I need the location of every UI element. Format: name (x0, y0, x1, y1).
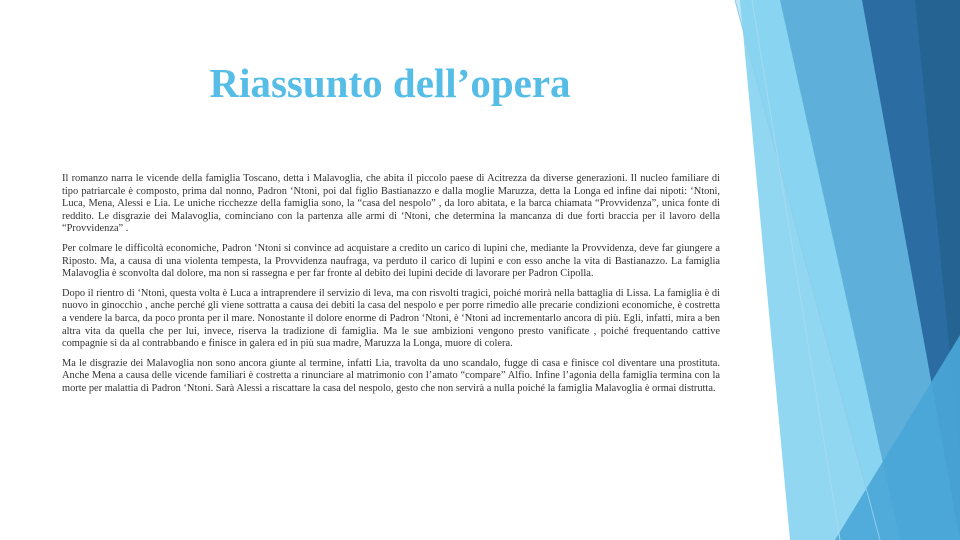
summary-text-body (62, 173, 720, 403)
summary-paragraph-1: Il romanzo narra le vicende della famiglia Toscano, detta i Malavoglia, che abita il piccolo paese di Acitrezza da diverse generazioni. Il nucleo familiare di tipo patriarcale è composto, prima dal nonno, Padron ‘Ntoni, poi dal figlio Bastianazzo e dalla moglie Maruzza, detta la Longa ed infine dai nipoti: ‘Ntoni, Luca, Mena, Alessi e Lia. Le uniche ricchezze della famiglia sono, la “casa del nespolo” , da loro abitata, e la barca chiamata “Provvidenza”, unica fonte di reddito. Le disgrazie dei Malavoglia, cominciano con la partenza alle armi di ‘Ntoni, che determina la mancanza di due forti braccia per il lavoro della “Provvidenza” . (62, 173, 720, 235)
slide-title: Riassunto dell’opera (209, 60, 571, 106)
summary-paragraph-3: Dopo il rientro di ‘Ntoni, questa volta è Luca a intraprendere il servizio di leva, ma con risvolti tragici, poiché morirà nella battaglia di Lissa. La famiglia è di nuovo in ginocchio , anche perché gli viene sottratta a causa dei debiti la casa del nespolo e per porre rimedio alle precarie condizioni economiche, è costretta a vendere la barca, da poco pronta per il mare. Nonostante il dolore enorme di Padron ‘Ntoni, è ‘Ntoni ad incrementarlo ancora di più. Egli, infatti, mira a ben altra vita da quella che per lui, invece, riserva la tradizione di famiglia. Ma le sue ambizioni vengono presto vanificate , poiché frequentando cattive compagnie si da al contrabbando e finisce in galera ed in più sua madre, Maruzza la Longa, muore di colera. (62, 287, 720, 350)
summary-paragraph-4: Ma le disgrazie dei Malavoglia non sono ancora giunte al termine, infatti Lia, travolta da uno scandalo, fugge di casa e finisce col diventare una prostituta. Anche Mena a causa delle vicende familiari è costretta a rinunciare al matrimonio con l’amato “compare” Alfio. Infine l’agonia della famiglia termina con la morte per malattia di Padron ‘Ntoni. Sarà Alessi a riscattare la casa del nespolo, gesto che non servirà a nulla poiché la famiglia Malavoglia è ormai distrutta. (62, 357, 720, 394)
summary-paragraph-2: Per colmare le difficoltà economiche, Padron ‘Ntoni si convince ad acquistare a credito un carico di lupini che, mediante la Provvidenza, deve far giungere a Riposto. Ma, a causa di una violenta tempesta, la Provvidenza naufraga, va perduto il carico di lupini e con esso anche la vita di Bastianazzo. La famiglia Malavoglia è sconvolta dal dolore, ma non si rassegna e per far fronte al debito dei lupini decide di lavorare per Padron Cipolla. (62, 242, 720, 280)
